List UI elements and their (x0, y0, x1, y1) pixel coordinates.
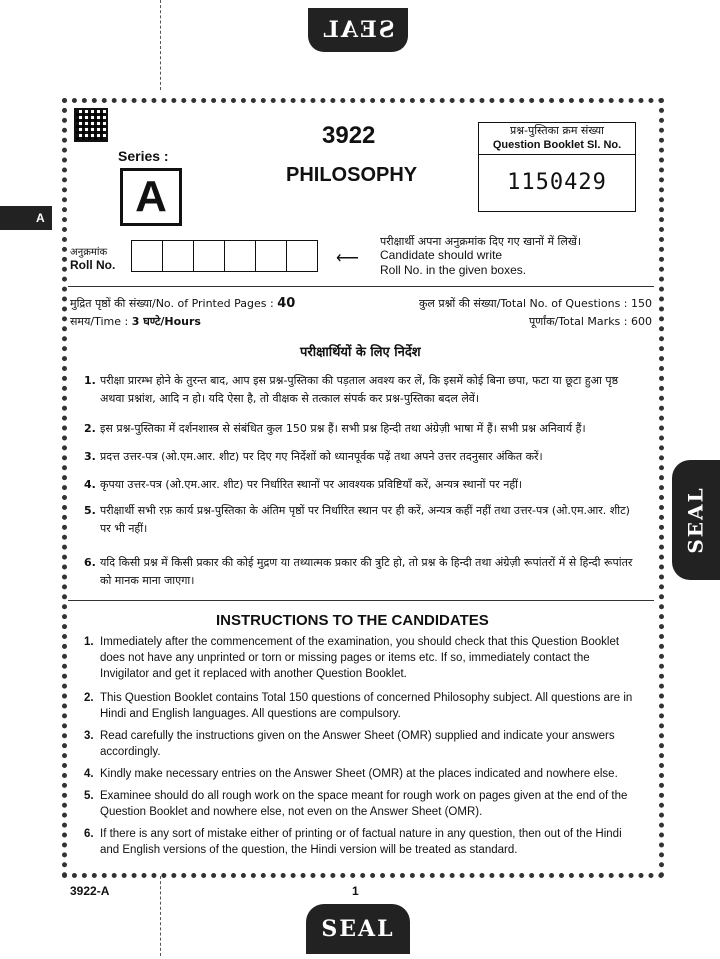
english-instructions-title: INSTRUCTIONS TO THE CANDIDATES (216, 612, 489, 629)
subject-title: PHILOSOPHY (286, 164, 418, 186)
time: समय/Time : 3 घण्टे/Hours (70, 315, 201, 328)
english-instruction-item: 2. This Question Booklet contains Total 150 questions of concerned Philosophy subject. All questions are in Hindi and English languages. All questions are compulsory. (84, 692, 633, 720)
hindi-instruction-item: 3. प्रदत्त उत्तर-पत्र (ओ.एम.आर. शीट) पर दिए गए निर्देशों को ध्यानपूर्वक पढ़ें तथा अपने उत्तर तदनुसार अंकित करें। (84, 450, 543, 463)
hindi-instruction-item: 6. यदि किसी प्रश्न में किसी प्रकार की कोई मुद्रण या तथ्यात्मक प्रकार की त्रुटि हो, तो प्रश्न के हिन्दी तथा अंग्रेज़ी रूपांतरों में से हिन्दी रूपांतर को मानक माना जाएगा। (84, 556, 633, 587)
english-instruction-item: 5. Examinee should do all rough work on the space meant for rough work on pages given at the end of the Question Booklet and nowhere else, not even on the Answer Sheet (OMR). (84, 790, 628, 818)
footer-code: 3922-A (70, 884, 110, 898)
divider (68, 600, 654, 601)
printed-pages: मुद्रित पृष्ठों की संख्या/No. of Printed Pages : 40 (70, 296, 296, 311)
booklet-label-en: Question Booklet Sl. No. (492, 139, 622, 151)
roll-box[interactable] (131, 240, 163, 272)
english-instruction-item: 6. If there is any sort of mistake either of printing or of factual nature in any question, then out of the Hindi and English versions of the question, the Hindi version will be treated as standard. (84, 828, 622, 856)
total-questions: कुल प्रश्नों की संख्या/Total No. of Questions : 150 (418, 297, 652, 310)
roll-number-boxes[interactable] (132, 240, 318, 272)
english-instruction-item: 4. Kindly make necessary entries on the Answer Sheet (OMR) at the places indicated and nowhere else. (84, 768, 618, 780)
series-label: Series : (118, 148, 169, 164)
total-marks: पूर्णांक/Total Marks : 600 (529, 315, 652, 328)
seal-right: SEAL (672, 460, 720, 580)
roll-note-en2: Roll No. in the given boxes. (380, 263, 527, 277)
booklet-serial-box (478, 122, 636, 212)
roll-label-hi: अनुक्रमांक (70, 247, 108, 258)
roll-box[interactable] (162, 240, 194, 272)
page-number: 1 (352, 884, 359, 898)
hindi-instruction-item: 1. परीक्षा प्रारम्भ होने के तुरन्त बाद, आप इस प्रश्न-पुस्तिका की पड़ताल अवश्य कर लें, कि इसमें कोई बिना छपा, फटा या छूटा हुआ पृष्ठ अथवा प्रश्नांश, आदि न हो। यदि ऐसा है, तो वीक्षक से तत्काल संपर्क कर प्रश्न-पुस्तिका बदल लेवें। (84, 374, 619, 405)
divider (68, 286, 654, 287)
seal-top: SEAL (308, 8, 408, 52)
english-instruction-item: 3. Read carefully the instructions given on the Answer Sheet (OMR) supplied and indicate your answers accordingly. (84, 730, 615, 758)
qr-code-icon (74, 108, 108, 142)
roll-box[interactable] (286, 240, 318, 272)
roll-note-hi: परीक्षार्थी अपना अनुक्रमांक दिए गए खानों में लिखें। (380, 235, 582, 248)
seal-bottom: SEAL (306, 904, 410, 954)
paper-code: 3922 (322, 122, 376, 149)
fold-line (160, 876, 161, 956)
roll-box[interactable] (193, 240, 225, 272)
hindi-instruction-item: 2. इस प्रश्न-पुस्तिका में दर्शनशास्त्र से संबंधित कुल 150 प्रश्न हैं। सभी प्रश्न हिन्दी तथा अंग्रेज़ी भाषा में हैं। सभी प्रश्न अनिवार्य हैं। (84, 422, 586, 435)
booklet-label-hi: प्रश्न-पुस्तिका क्रम संख्या (509, 124, 605, 137)
roll-note-en1: Candidate should write (380, 248, 503, 262)
hindi-instructions-title: परीक्षार्थियों के लिए निर्देश (300, 345, 421, 360)
roll-box[interactable] (255, 240, 287, 272)
english-instruction-item: 1. Immediately after the commencement of the examination, you should check that this Question Booklet does not have any unprinted or torn or missing pages or items etc. If so, immediately contact the Invigilator and get it replaced with another Question Booklet. (84, 636, 620, 680)
roll-label-en: Roll No. (70, 258, 116, 272)
hindi-instruction-item: 5. परीक्षार्थी सभी रफ़ कार्य प्रश्न-पुस्तिका के अंतिम पृष्ठों पर निर्धारित स्थान पर ही करें, अन्यत्र कहीं नहीं तथा उत्तर-पत्र (ओ.एम.आर. शीट) पर भी नहीं। (84, 504, 630, 535)
fold-line (160, 0, 161, 90)
booklet-number: 1150429 (507, 170, 607, 195)
arrow-left-icon: ⟵ (336, 250, 359, 267)
series-value: A (120, 168, 182, 226)
hindi-instruction-item: 4. कृपया उत्तर-पत्र (ओ.एम.आर. शीट) पर निर्धारित स्थानों पर आवश्यक प्रविष्टियाँ करें, अन्यत्र स्थानों पर नहीं। (84, 478, 523, 491)
side-tab: A (0, 206, 52, 230)
roll-box[interactable] (224, 240, 256, 272)
